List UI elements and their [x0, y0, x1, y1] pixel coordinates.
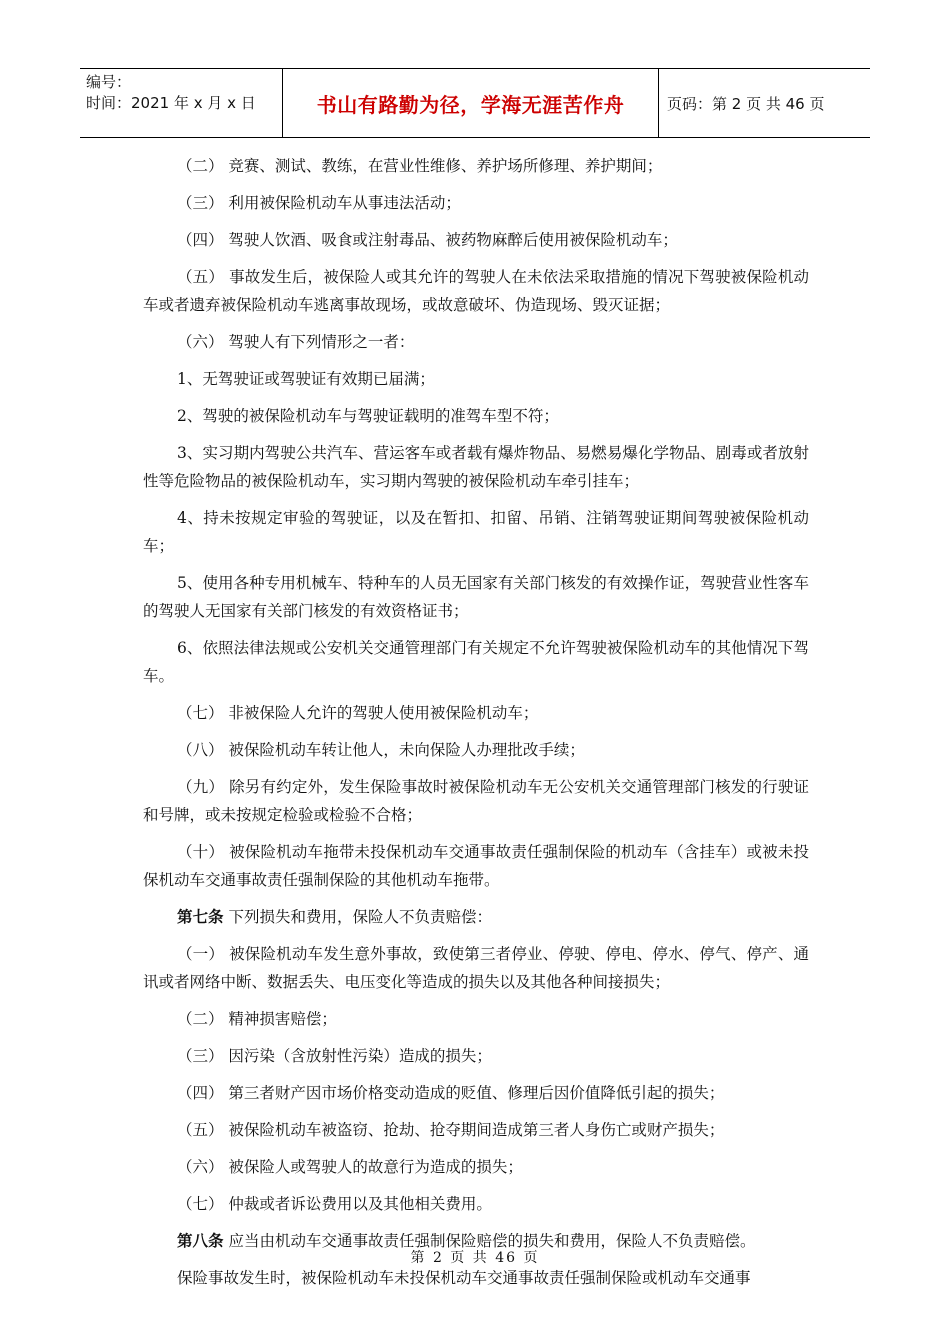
paragraph	[143, 569, 809, 625]
paragraph	[143, 1264, 809, 1292]
paragraph	[143, 1153, 809, 1181]
paragraph-text: （十） 被保险机动车拖带未投保机动车交通事故责任强制保险的机动车（含挂车）或被未投保机动车交通事故责任强制保险的其他机动车拖带。	[143, 843, 809, 889]
paragraph	[143, 773, 809, 829]
paragraph	[143, 189, 809, 217]
paragraph	[143, 1005, 809, 1033]
paragraph	[143, 328, 809, 356]
paragraph	[143, 1079, 809, 1107]
paragraph-text: （五） 事故发生后，被保险人或其允许的驾驶人在未依法采取措施的情况下驾驶被保险机动车或者遗弃被保险机动车逃离事故现场，或故意破坏、伪造现场、毁灭证据；	[143, 268, 809, 314]
header-motto: 书山有路勤为径，学海无涯苦作舟	[282, 69, 659, 137]
header-page-number: 页码：第 2 页 共 46 页	[667, 94, 825, 113]
paragraph	[143, 1042, 809, 1070]
paragraph	[143, 226, 809, 254]
paragraph-text: 1、无驾驶证或驾驶证有效期已届满；	[177, 370, 435, 388]
paragraph	[143, 1116, 809, 1144]
paragraph-text: （三） 因污染（含放射性污染）造成的损失；	[177, 1047, 492, 1065]
paragraph-text: （六） 被保险人或驾驶人的故意行为造成的损失；	[177, 1158, 523, 1176]
paragraph	[143, 634, 809, 690]
paragraph	[143, 699, 809, 727]
paragraph-text: （三） 利用被保险机动车从事违法活动；	[177, 194, 461, 212]
paragraph-text: 应当由机动车交通事故责任强制保险赔偿的损失和费用，保险人不负责赔偿。	[223, 1232, 756, 1250]
document-date: 时间：2021 年 x 月 x 日	[86, 94, 256, 112]
document-number-label: 编号：	[86, 73, 132, 91]
paragraph-text: （二） 精神损害赔偿；	[177, 1010, 337, 1028]
paragraph-text: （七） 仲裁或者诉讼费用以及其他相关费用。	[177, 1195, 492, 1213]
paragraph	[143, 940, 809, 996]
page-header	[80, 68, 870, 138]
paragraph-text: 下列损失和费用，保险人不负责赔偿：	[223, 908, 492, 926]
paragraph-text: （四） 第三者财产因市场价格变动造成的贬值、修理后因价值降低引起的损失；	[177, 1084, 725, 1102]
paragraph-text: （六） 驾驶人有下列情形之一者：	[177, 333, 415, 351]
paragraph-text: 保险事故发生时，被保险机动车未投保机动车交通事故责任强制保险或机动车交通事	[177, 1269, 751, 1287]
paragraph	[143, 838, 809, 894]
paragraph	[143, 263, 809, 319]
paragraph-text: 6、依照法律法规或公安机关交通管理部门有关规定不允许驾驶被保险机动车的其他情况下驾车。	[143, 639, 809, 685]
paragraph-text: （五） 被保险机动车被盗窃、抢劫、抢夺期间造成第三者人身伤亡或财产损失；	[177, 1121, 725, 1139]
paragraph-text: 3、实习期内驾驶公共汽车、营运客车或者载有爆炸物品、易燃易爆化学物品、剧毒或者放射性等危险物品的被保险机动车，实习期内驾驶的被保险机动车牵引挂车；	[143, 444, 809, 490]
paragraph-text: （七） 非被保险人允许的驾驶人使用被保险机动车；	[177, 704, 539, 722]
article-heading: 第七条	[177, 908, 224, 926]
paragraph	[143, 439, 809, 495]
paragraph	[143, 504, 809, 560]
paragraph-text: （四） 驾驶人饮酒、吸食或注射毒品、被药物麻醉后使用被保险机动车；	[177, 231, 678, 249]
page-footer: 第 2 页 共 46 页	[410, 1250, 540, 1266]
header-meta	[80, 69, 282, 137]
paragraph-text: 5、使用各种专用机械车、特种车的人员无国家有关部门核发的有效操作证，驾驶营业性客车的驾驶人无国家有关部门核发的有效资格证书；	[143, 574, 809, 620]
paragraph-text: （八） 被保险机动车转让他人，未向保险人办理批改手续；	[177, 741, 585, 759]
paragraph-text: 2、驾驶的被保险机动车与驾驶证载明的准驾车型不符；	[177, 407, 559, 425]
paragraph	[143, 152, 809, 180]
paragraph-text: （一） 被保险机动车发生意外事故，致使第三者停业、停驶、停电、停水、停气、停产、通讯或者网络中断、数据丢失、电压变化等造成的损失以及其他各种间接损失；	[143, 945, 809, 991]
paragraph-text: （二） 竞赛、测试、教练，在营业性维修、养护场所修理、养护期间；	[177, 157, 663, 175]
paragraph-text: （九） 除另有约定外，发生保险事故时被保险机动车无公安机关交通管理部门核发的行驶证和号牌，或未按规定检验或检验不合格；	[143, 778, 809, 824]
article-heading: 第八条	[177, 1232, 224, 1250]
paragraph	[143, 1190, 809, 1218]
paragraph-text: 4、持未按规定审验的驾驶证，以及在暂扣、扣留、吊销、注销驾驶证期间驾驶被保险机动车；	[143, 509, 809, 555]
document-body	[143, 152, 809, 1301]
paragraph	[143, 402, 809, 430]
paragraph	[143, 365, 809, 393]
paragraph	[143, 903, 809, 931]
paragraph	[143, 736, 809, 764]
